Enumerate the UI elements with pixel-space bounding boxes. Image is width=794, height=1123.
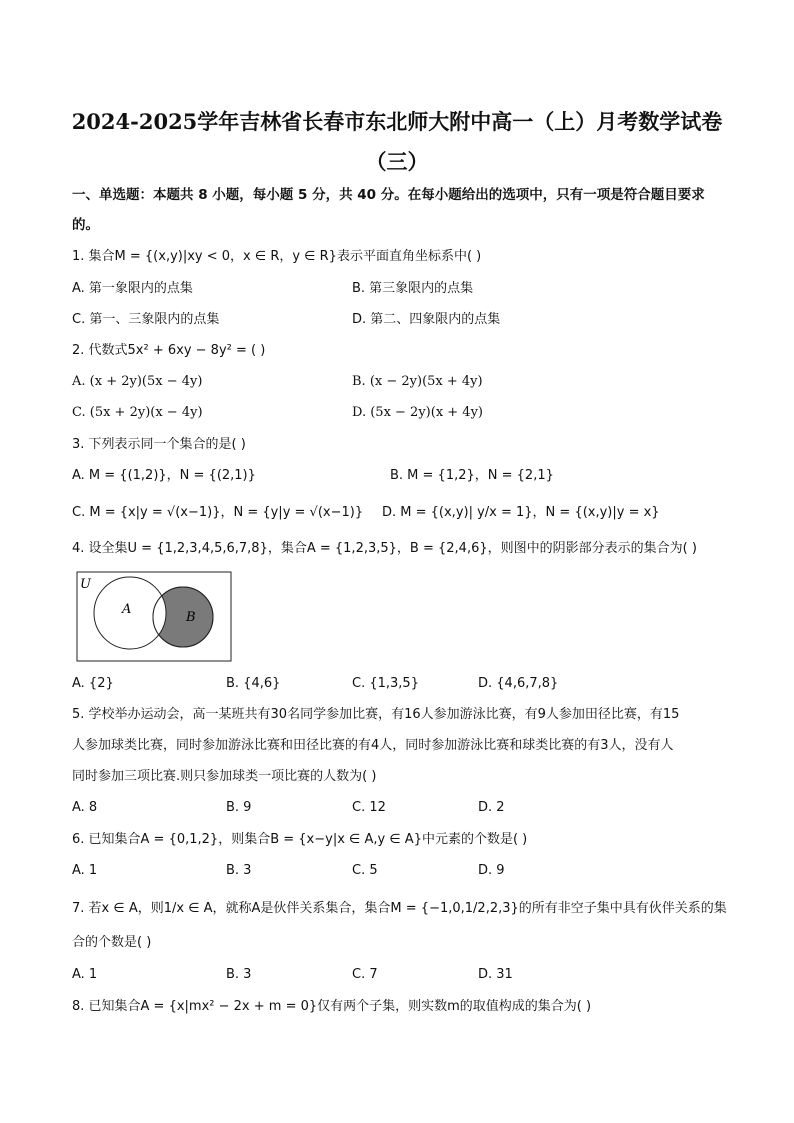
option-a: A. {2} (72, 676, 114, 691)
title-line-1: 2024-2025学年吉林省长春市东北师大附中高一（上）月考数学试卷 (71, 109, 723, 134)
option-b: B. {4,6} (226, 676, 281, 691)
option-d: D. 2 (478, 800, 505, 815)
option-d: D. (5x − 2y)(x + 4y) (352, 405, 483, 420)
question-stem: 6. 已知集合A = {0,1,2}，则集合B = {x−y|x ∈ A,y ∈ A}中元素的个数是( ) (72, 832, 528, 847)
option-b: B. 第三象限内的点集 (352, 281, 474, 296)
question-stem: 3. 下列表示同一个集合的是( ) (72, 437, 246, 452)
section-header-line-2: 的。 (72, 217, 99, 233)
option-b: B. M = {1,2}，N = {2,1} (390, 468, 554, 483)
title-line-2: （三） (365, 149, 429, 174)
question-stem-line-3: 同时参加三项比赛.则只参加球类一项比赛的人数为( ) (72, 769, 377, 784)
option-c: C. M = {x|y = √(x−1)}，N = {y|y = √(x−1)} (72, 505, 364, 520)
option-b: B. (x − 2y)(5x + 4y) (352, 374, 483, 389)
question-stem: 4. 设全集U = {1,2,3,4,5,6,7,8}，集合A = {1,2,3,5}，B = {2,4,6}，则图中的阴影部分表示的集合为( ) (72, 541, 697, 556)
question-stem: 2. 代数式5x² + 6xy − 8y² = ( ) (72, 343, 266, 358)
option-d: D. 31 (478, 967, 513, 982)
option-c: C. 7 (352, 967, 378, 982)
option-a: A. (x + 2y)(5x − 4y) (72, 374, 203, 389)
option-b: B. 3 (226, 863, 252, 878)
option-c: C. 5 (352, 863, 378, 878)
option-c: C. (5x + 2y)(x − 4y) (72, 405, 203, 420)
option-c: C. 第一、三象限内的点集 (72, 312, 220, 327)
question-stem-line-1: 7. 若x ∈ A，则1/x ∈ A，就称A是伙伴关系集合，集合M = {−1,0,1/2,2,3}的所有非空子集中具有伙伴关系的集 (72, 901, 727, 916)
option-c: C. 12 (352, 800, 386, 815)
set-b-label: B (186, 610, 196, 625)
section-header-line-1: 一、单选题：本题共 8 小题，每小题 5 分，共 40 分。在每小题给出的选项中，只有一项是符合题目要求 (72, 187, 705, 203)
option-a: A. 第一象限内的点集 (72, 281, 193, 296)
option-c: C. {1,3,5} (352, 676, 419, 691)
option-b: B. 9 (226, 800, 252, 815)
option-a: A. 1 (72, 863, 98, 878)
option-a: A. M = {(1,2)}，N = {(2,1)} (72, 468, 256, 483)
venn-diagram (76, 571, 232, 663)
option-a: A. 1 (72, 967, 98, 982)
question-stem: 1. 集合M = {(x,y)|xy < 0，x ∈ R，y ∈ R}表示平面直角坐标系中( ) (72, 249, 482, 264)
question-stem: 8. 已知集合A = {x|mx² − 2x + m = 0}仅有两个子集，则实数m的取值构成的集合为( ) (72, 999, 592, 1014)
option-d: D. 第二、四象限内的点集 (352, 312, 501, 327)
option-d: D. M = {(x,y)| y/x = 1}，N = {(x,y)|y = x} (382, 505, 660, 520)
question-stem-line-1: 5. 学校举办运动会，高一某班共有30名同学参加比赛，有16人参加游泳比赛，有9人参加田径比赛，有15 (72, 707, 680, 722)
universe-label: U (80, 577, 91, 592)
option-d: D. 9 (478, 863, 505, 878)
option-a: A. 8 (72, 800, 98, 815)
option-d: D. {4,6,7,8} (478, 676, 559, 691)
set-a-label: A (122, 602, 132, 617)
question-stem-line-2: 合的个数是( ) (72, 935, 152, 950)
option-b: B. 3 (226, 967, 252, 982)
question-stem-line-2: 人参加球类比赛，同时参加游泳比赛和田径比赛的有4人，同时参加游泳比赛和球类比赛的有3人，没有人 (72, 738, 674, 753)
